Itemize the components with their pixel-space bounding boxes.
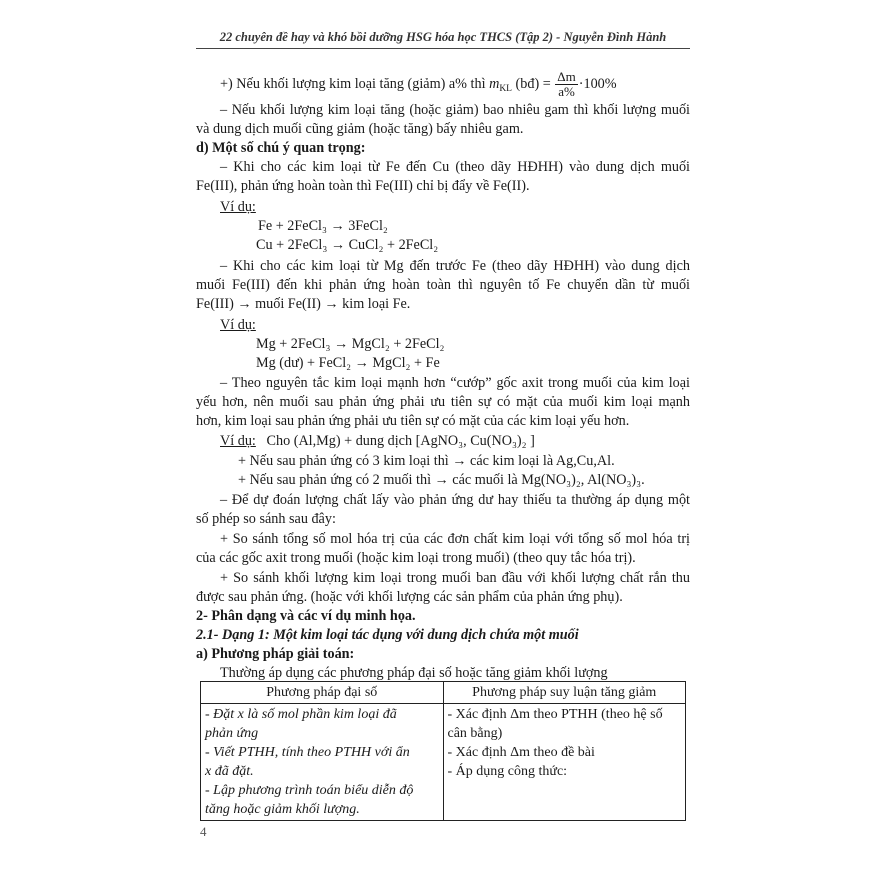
table-intro: Thường áp dụng các phương pháp đại số hoặc tăng giảm khối lượng bbox=[220, 665, 608, 681]
paragraph-line: + So sánh tổng số mol hóa trị của các đơn chất kim loại với tổng số mol hóa trị bbox=[220, 531, 690, 547]
equation: Fe + 2FeCl₃ → 3FeCl₂ bbox=[258, 218, 388, 234]
example-line bbox=[220, 432, 535, 451]
section-2-heading: 2- Phân dạng và các ví dụ minh họa. bbox=[196, 608, 416, 624]
running-header: 22 chuyên đề hay và khó bồi dưỡng HSG hóa học THCS (Tập 2) - Nguyễn Đình Hành bbox=[196, 30, 690, 49]
paragraph-line: – Khi cho các kim loại từ Fe đến Cu (theo dãy HĐHH) vào dung dịch muối bbox=[220, 159, 690, 175]
table-row bbox=[201, 704, 686, 821]
equation: Mg (dư) + FeCl₂ → MgCl₂ + Fe bbox=[256, 355, 440, 371]
example-text: Cho (Al,Mg) + dung dịch [AgNO₃, Cu(NO₃)₂ ] bbox=[266, 433, 535, 449]
paragraph-line: của các gốc axit trong muối (hoặc kim loại trong muối) (theo quy tắc hóa trị). bbox=[196, 550, 636, 566]
document-page bbox=[196, 24, 690, 864]
table-cell-line: cân bằng) bbox=[447, 726, 503, 741]
paragraph-line: hơn, kim loại sau phản ứng phải ưu tiên sự có mặt của các kim loại yếu hơn. bbox=[196, 413, 630, 429]
table-header-inference: Phương pháp suy luận tăng giảm bbox=[443, 682, 686, 704]
table-cell-algebra bbox=[201, 704, 444, 821]
table-cell-line: - Xác định Δm theo đề bài bbox=[447, 745, 595, 760]
formula-numerator: Δm bbox=[557, 69, 576, 84]
table-header-algebra: Phương pháp đại số bbox=[201, 682, 444, 704]
table-cell-line: x đã đặt. bbox=[205, 764, 254, 779]
formula-line bbox=[220, 70, 690, 99]
example-label: Ví dụ: bbox=[220, 433, 256, 449]
equation: Mg + 2FeCl₃ → MgCl₂ + 2FeCl₂ bbox=[256, 336, 445, 352]
example-label: Ví dụ: bbox=[220, 199, 256, 215]
table-cell-line: tăng hoặc giảm khối lượng. bbox=[205, 802, 360, 817]
paragraph-line: muối Fe(III) đến khi phản ứng hoàn toàn thì nguyên tố Fe chuyển dần từ muối bbox=[196, 277, 690, 293]
paragraph-line: số phép so sánh sau đây: bbox=[196, 511, 336, 527]
case-line: + Nếu sau phản ứng có 3 kim loại thì → các kim loại là Ag,Cu,Al. bbox=[238, 453, 615, 469]
table-cell-line: - Đặt x là số mol phần kim loại đã bbox=[205, 707, 397, 722]
paragraph-line: – Khi cho các kim loại từ Mg đến trước Fe (theo dãy HĐHH) vào dung dịch bbox=[220, 258, 690, 274]
methods-table bbox=[200, 681, 686, 821]
paragraph-line: Fe(III) → muối Fe(II) → kim loại Fe. bbox=[196, 296, 411, 312]
paragraph-line: – Để dự đoán lượng chất lấy vào phản ứng dư hay thiếu ta thường áp dụng một bbox=[220, 492, 690, 508]
equation: Cu + 2FeCl₃ → CuCl₂ + 2FeCl₂ bbox=[256, 237, 439, 253]
paragraph-line: và dung dịch muối cũng giảm (hoặc tăng) bấy nhiêu gam. bbox=[196, 121, 524, 137]
example-label: Ví dụ: bbox=[220, 317, 256, 333]
table-cell-line: - Viết PTHH, tính theo PTHH với ẩn bbox=[205, 745, 410, 760]
formula-intro: +) Nếu khối lượng kim loại tăng (giảm) a% thì bbox=[220, 75, 486, 92]
table-cell-line: - Áp dụng công thức: bbox=[447, 764, 568, 779]
paragraph-line: Fe(III), phản ứng hoàn toàn thì Fe(III) chỉ bị đẩy về Fe(II). bbox=[196, 178, 530, 194]
heading-d: d) Một số chú ý quan trọng: bbox=[196, 140, 366, 156]
case-line: + Nếu sau phản ứng có 2 muối thì → các muối là Mg(NO₃)₂, Al(NO₃)₃. bbox=[238, 472, 645, 488]
table-cell-line: phản ứng bbox=[205, 726, 259, 741]
formula-lhs: $m_{KL}$ (bđ) = bbox=[489, 75, 551, 94]
table-cell-line: - Lập phương trình toán biểu diễn độ bbox=[205, 783, 414, 798]
table-header-row bbox=[201, 682, 686, 704]
paragraph-line: được sau phản ứng. (hoặc với khối lượng các sản phẩm của phản ứng phụ). bbox=[196, 589, 623, 605]
formula-tail: ·100% bbox=[578, 75, 617, 92]
paragraph-line: – Theo nguyên tắc kim loại mạnh hơn “cướp” gốc axit trong muối của kim loại bbox=[220, 375, 690, 391]
formula-fraction bbox=[555, 70, 577, 99]
section-2-1-heading: 2.1- Dạng 1: Một kim loại tác dụng với dung dịch chứa một muối bbox=[196, 627, 579, 643]
page-number: 4 bbox=[200, 824, 207, 839]
formula-denominator: a% bbox=[558, 84, 575, 99]
paragraph-line: yếu hơn, nên muối sau phản ứng phải ưu tiên sự có mặt của muối kim loại mạnh bbox=[196, 394, 690, 410]
heading-a: a) Phương pháp giải toán: bbox=[196, 646, 355, 662]
paragraph-line: + So sánh khối lượng kim loại trong muối ban đầu với khối lượng chất rắn thu bbox=[220, 570, 690, 586]
table-cell-inference bbox=[443, 704, 686, 821]
paragraph-line: – Nếu khối lượng kim loại tăng (hoặc giảm) bao nhiêu gam thì khối lượng muối bbox=[220, 102, 690, 118]
table-cell-line: - Xác định Δm theo PTHH (theo hệ số bbox=[447, 707, 663, 722]
